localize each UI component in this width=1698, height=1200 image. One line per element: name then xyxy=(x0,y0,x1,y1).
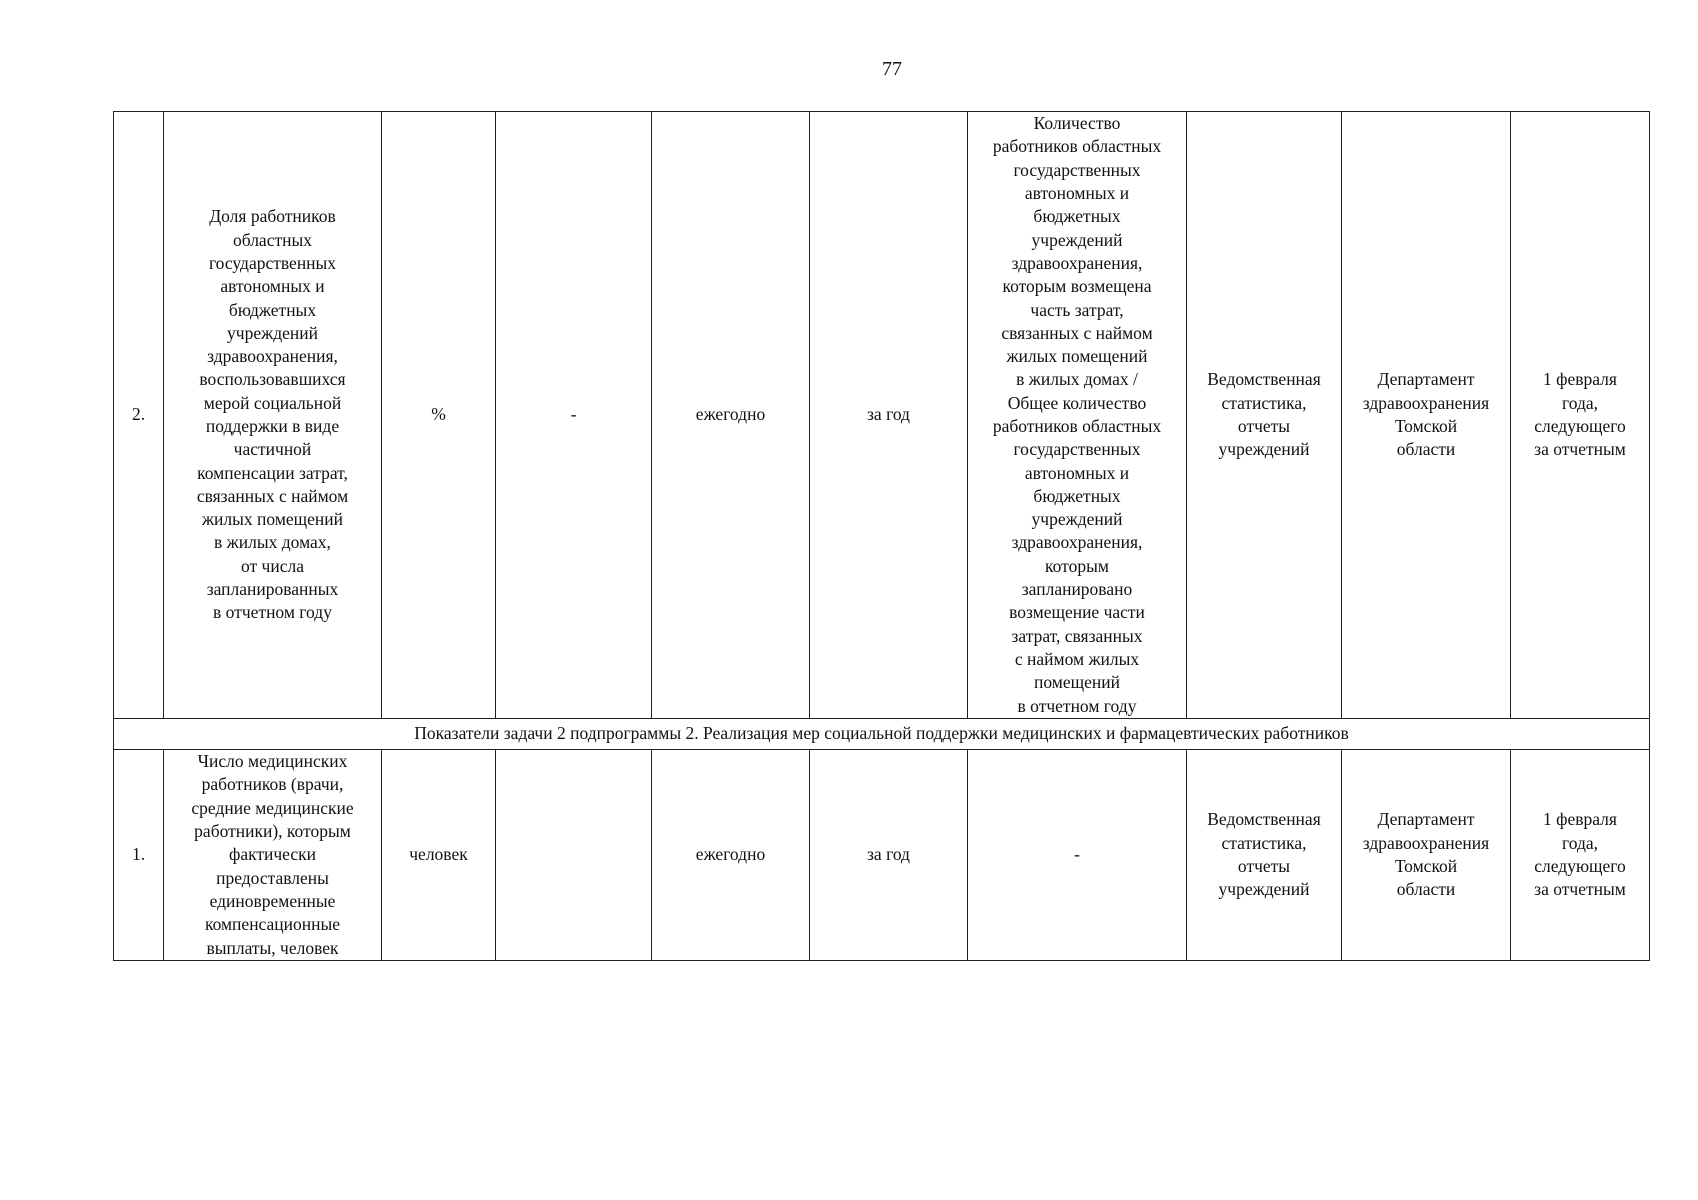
formula-cell: Количество работников областных государственных автономных и бюджетных учреждений здравоохранения, которым возмещена часть затрат, связанных с наймом жилых помещений в жилых домах / Общее количество работников областных государственных автономных и бюджетных учреждений здравоохранения, которым запланировано возмещение части затрат, связанных с наймом жилых помещений в отчетном году xyxy=(968,112,1187,719)
empty-value-cell xyxy=(496,750,652,961)
unit-cell: человек xyxy=(382,750,496,961)
indicators-table xyxy=(113,111,1650,961)
source-cell: Ведомственная статистика, отчеты учреждений xyxy=(1187,112,1342,719)
empty-value-cell: - xyxy=(496,112,652,719)
source-cell: Ведомственная статистика, отчеты учреждений xyxy=(1187,750,1342,961)
row-number-cell: 1. xyxy=(114,750,164,961)
frequency-cell: ежегодно xyxy=(652,112,810,719)
section-title: Показатели задачи 2 подпрограммы 2. Реализация мер социальной поддержки медицинских и фармацевтических работников xyxy=(114,719,1650,750)
table-row xyxy=(114,112,1650,719)
period-cell: за год xyxy=(810,750,968,961)
page-number: 77 xyxy=(882,58,902,80)
deadline-cell: 1 февраля года, следующего за отчетным xyxy=(1511,750,1650,961)
deadline-cell: 1 февраля года, следующего за отчетным xyxy=(1511,112,1650,719)
responsible-cell: Департамент здравоохранения Томской области xyxy=(1342,750,1511,961)
indicator-name-cell: Число медицинских работников (врачи, средние медицинские работники), которым фактически предоставлены единовременные компенсационные выплаты, человек xyxy=(164,750,382,961)
row-number-cell: 2. xyxy=(114,112,164,719)
formula-cell: - xyxy=(968,750,1187,961)
unit-cell: % xyxy=(382,112,496,719)
section-header-row xyxy=(114,719,1650,750)
table-row xyxy=(114,750,1650,961)
frequency-cell: ежегодно xyxy=(652,750,810,961)
responsible-cell: Департамент здравоохранения Томской области xyxy=(1342,112,1511,719)
period-cell: за год xyxy=(810,112,968,719)
indicator-name-cell: Доля работников областных государственных автономных и бюджетных учреждений здравоохранения, воспользовавшихся мерой социальной поддержки в виде частичной компенсации затрат, связанных с наймом жилых помещений в жилых домах, от числа запланированных в отчетном году xyxy=(164,112,382,719)
